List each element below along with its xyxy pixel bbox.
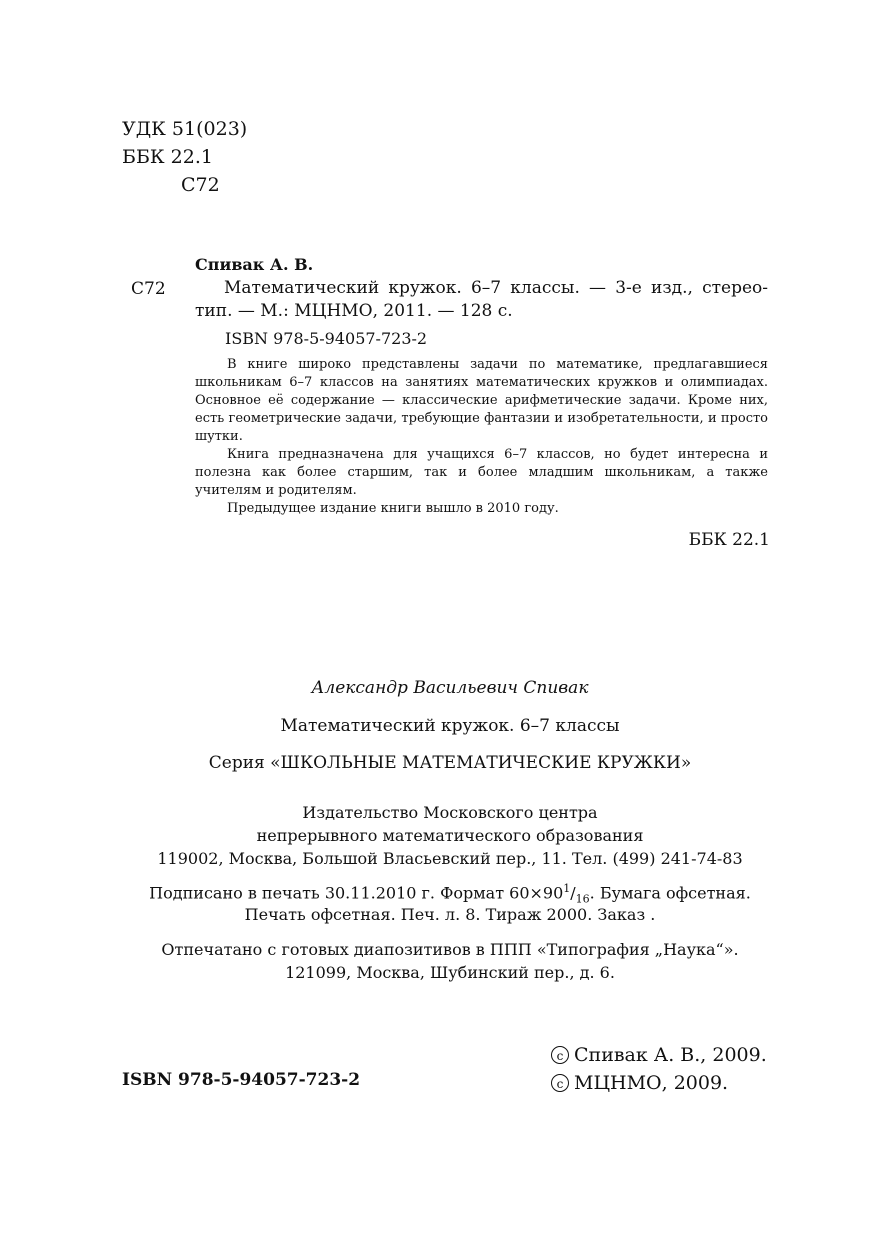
publisher-line-3: 119002, Москва, Большой Власьевский пер., 11. Тел. (499) 241-74-83 xyxy=(157,849,743,868)
copyright-holder-1: Спивак А. В., 2009. xyxy=(574,1044,767,1066)
publisher-line-2: непрерывного математического образования xyxy=(256,826,644,845)
format-fraction-numerator: 1 xyxy=(563,882,571,895)
classification-block xyxy=(122,115,247,199)
entry-isbn: ISBN 978-5-94057-723-2 xyxy=(225,329,428,348)
print-info-line-1: Подписано в печать 30.11.2010 г. Формат $60\times 90^1/_{16}$. Бумага офсетная. xyxy=(149,882,751,906)
printer-line-1: Отпечатано с готовых диапозитивов в ППП «Типография „Наука“». xyxy=(161,940,739,959)
printer-line-2: 121099, Москва, Шубинский пер., д. 6. xyxy=(285,963,615,982)
format-fraction-denominator: 16 xyxy=(575,892,590,906)
imprint-book-title: Математический кружок. 6–7 классы xyxy=(280,716,620,736)
bbk-code-right: ББК 22.1 xyxy=(688,530,770,550)
print-info-line-1-end: . Бумага офсетная. xyxy=(589,883,751,903)
imprint-author: Александр Васильевич Спивак xyxy=(311,678,589,698)
bbk-code: ББК 22.1 xyxy=(122,146,213,168)
annotation-paragraph-1: В книге широко представлены задачи по математике, предлагавшиеся школьникам 6–7 классов на занятиях математических кружков и олимпиадах. Основное её содержание — классические арифметические задачи. Кроме них, есть геометрические задачи, требующие фантазии и изобретательности, и просто шутки. xyxy=(195,357,768,444)
entry-title-line2: тип. — М.: МЦНМО, 2011. — 128 с. xyxy=(195,301,513,321)
annotation xyxy=(195,356,768,518)
imprint-series: Серия «ШКОЛЬНЫЕ МАТЕМАТИЧЕСКИЕ КРУЖКИ» xyxy=(208,753,692,773)
entry-author-mark: С72 xyxy=(131,279,166,299)
isbn-bottom: ISBN 978-5-94057-723-2 xyxy=(122,1070,361,1090)
entry-title xyxy=(195,277,768,323)
copyright-line-1 xyxy=(551,1041,767,1069)
print-info-line-2: Печать офсетная. Печ. л. 8. Тираж 2000. Заказ . xyxy=(244,905,656,924)
print-info-line-1-start: Подписано в печать 30.11.2010 г. Формат 60×90 xyxy=(149,883,564,903)
publisher-line-1: Издательство Московского центра xyxy=(302,803,598,822)
udk-code: УДК 51(023) xyxy=(122,118,248,140)
copyright-block xyxy=(551,1041,767,1097)
annotation-paragraph-2: Книга предназначена для учащихся 6–7 классов, но будет интересна и полезна как более старшим, так и более младшим школьникам, а также учителям и родителям. xyxy=(195,447,768,498)
author-mark: С72 xyxy=(181,174,220,196)
annotation-paragraph-3: Предыдущее издание книги вышло в 2010 году. xyxy=(227,501,559,516)
copyright-icon: c xyxy=(551,1046,569,1064)
entry-title-line1: Математический кружок. 6–7 классы. — 3-е изд., стерео- xyxy=(224,278,768,298)
copyright-icon: c xyxy=(551,1074,569,1092)
copyright-line-2 xyxy=(551,1069,767,1097)
entry-author: Спивак А. В. xyxy=(195,255,314,274)
copyright-holder-2: МЦНМО, 2009. xyxy=(574,1072,729,1094)
